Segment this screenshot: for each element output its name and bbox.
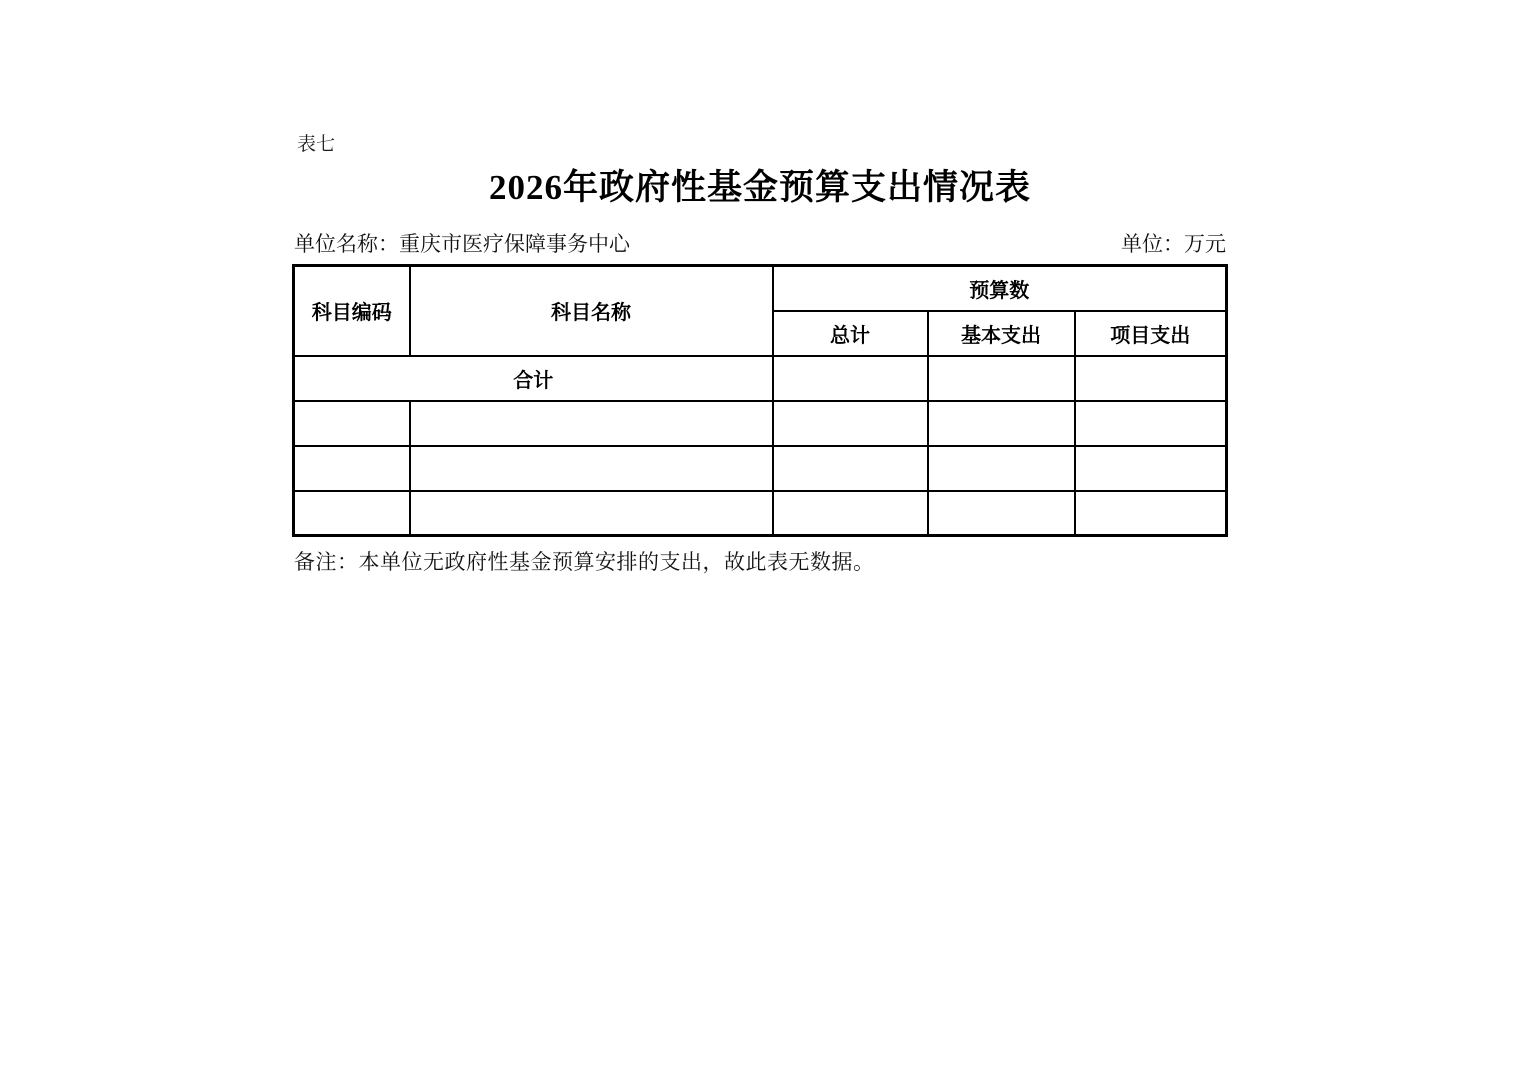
row-project-cell	[1075, 491, 1227, 536]
unit-name-text	[294, 228, 630, 258]
col-header-project-expenditure: 项目支出	[1075, 311, 1227, 356]
budget-table-header	[294, 266, 1227, 356]
row-name-cell	[410, 401, 773, 446]
unit-measure-label: 单位：万元	[1121, 232, 1226, 256]
row-project-cell	[1075, 446, 1227, 491]
unit-name-label: 单位名称：	[294, 232, 399, 256]
row-name-cell	[410, 491, 773, 536]
row-code-cell	[294, 446, 410, 491]
row-basic-cell	[928, 491, 1075, 536]
table-row	[294, 491, 1227, 536]
budget-table	[292, 264, 1228, 537]
table-number-label: 表七	[297, 134, 336, 155]
table-row	[294, 446, 1227, 491]
total-row-project-value	[1075, 356, 1227, 401]
row-total-cell	[773, 446, 928, 491]
table-row	[294, 401, 1227, 446]
col-header-basic-expenditure: 基本支出	[928, 311, 1075, 356]
row-basic-cell	[928, 446, 1075, 491]
col-header-budget-group: 预算数	[773, 266, 1227, 311]
total-row-basic-value	[928, 356, 1075, 401]
note: 备注：本单位无政府性基金预算安排的支出，故此表无数据。	[294, 550, 875, 574]
header-row-1	[294, 266, 1227, 311]
row-total-cell	[773, 491, 928, 536]
table-row-total	[294, 356, 1227, 401]
budget-table-body	[294, 356, 1227, 536]
page-title: 2026年政府性基金预算支出情况表	[488, 168, 1031, 207]
row-code-cell	[294, 491, 410, 536]
unit-name-value: 重庆市医疗保障事务中心	[399, 232, 630, 256]
col-header-total: 总计	[773, 311, 928, 356]
row-code-cell	[294, 401, 410, 446]
row-total-cell	[773, 401, 928, 446]
unit-info-row	[294, 228, 1226, 258]
col-header-subject-name: 科目名称	[410, 266, 773, 356]
row-basic-cell	[928, 401, 1075, 446]
row-name-cell	[410, 446, 773, 491]
total-row-total-value	[773, 356, 928, 401]
row-project-cell	[1075, 401, 1227, 446]
total-row-label: 合计	[294, 356, 773, 401]
col-header-subject-code: 科目编码	[294, 266, 410, 356]
